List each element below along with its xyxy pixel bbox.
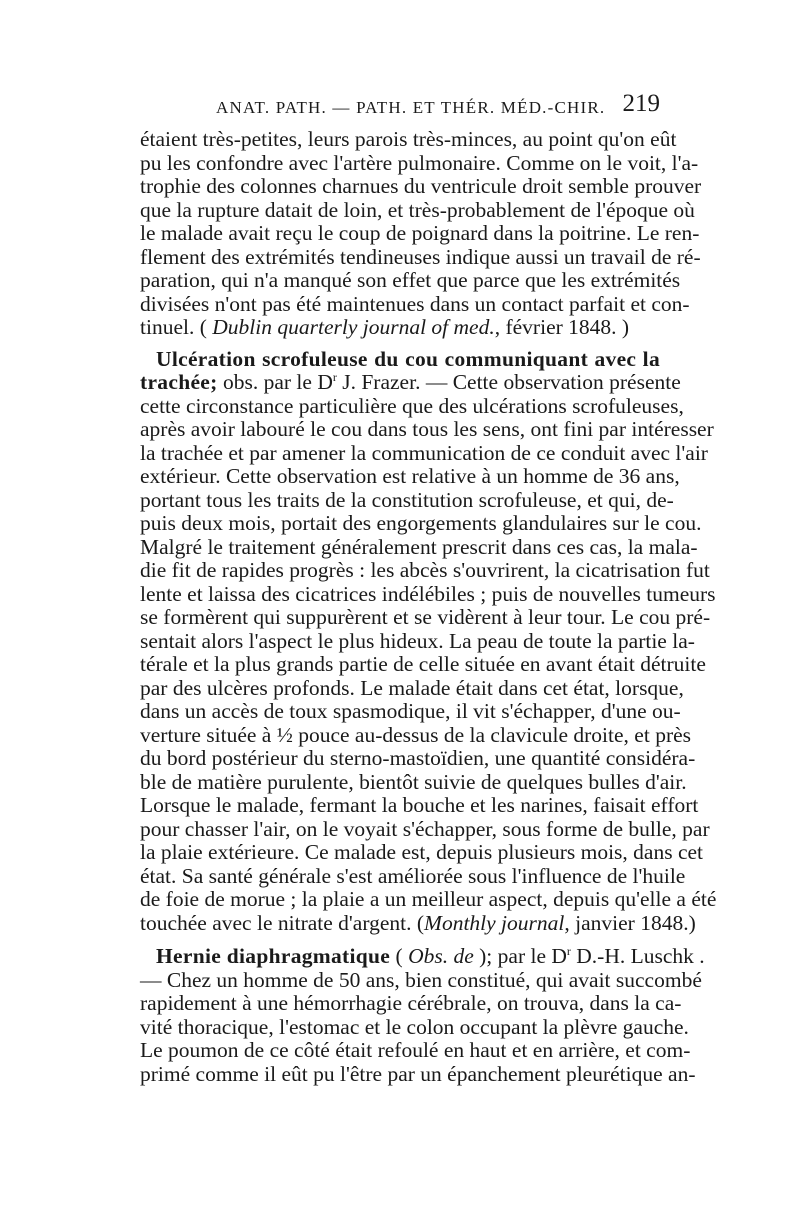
text-line: Le poumon de ce côté était refoulé en haut et en arrière, et com- xyxy=(140,1038,691,1062)
text-line: dans un accès de toux spasmodique, il vit s'échapper, d'une ou- xyxy=(140,699,681,723)
text-line: — Chez un homme de 50 ans, bien constitué, qui avait succombé xyxy=(140,967,702,992)
text-line: cette circonstance particulière que des ulcérations scrofuleuses, xyxy=(140,393,684,418)
body-text xyxy=(140,127,717,1086)
text-fragment: touchée avec le nitrate d'argent. ( xyxy=(140,910,425,935)
text-line-with-title xyxy=(140,944,705,969)
journal-citation: Dublin quarterly journal of med. xyxy=(212,315,495,339)
text-line-with-title xyxy=(140,370,681,395)
text-line: divisées n'ont pas été maintenues dans un contact parfait et con- xyxy=(140,291,690,316)
text-fragment: , janvier 1848.) xyxy=(564,910,696,935)
text-line: pu les confondre avec l'artère pulmonaire. Comme on le voit, l'a- xyxy=(140,150,699,175)
text-line: flement des extrémités tendineuses indique aussi un travail de ré- xyxy=(140,244,701,269)
text-line: de foie de morue ; la plaie a un meilleur aspect, depuis qu'elle a été xyxy=(140,887,717,911)
section-title-line xyxy=(140,348,660,372)
paragraph-diaphragmatic-hernia xyxy=(140,944,705,1086)
text-line: paration, qui n'a manqué son effet que parce que les extrémités xyxy=(140,268,681,292)
text-line: puis deux mois, portait des engorgements glandulaires sur le cou. xyxy=(140,511,702,535)
text-line: lente et laissa des cicatrices indélébiles ; puis de nouvelles tumeurs xyxy=(140,581,716,606)
text-line: le malade avait reçu le coup de poignard dans la poitrine. Le ren- xyxy=(140,221,700,245)
text-line: ble de matière purulente, bientôt suivie de quelques bulles d'air. xyxy=(140,769,687,794)
text-line: trophie des colonnes charnues du ventricule droit semble prouver xyxy=(140,174,702,198)
text-line: vité thoracique, l'estomac et le colon occupant la plèvre gauche. xyxy=(140,1014,689,1039)
superscript: r xyxy=(332,370,337,384)
text-fragment: ); par le D xyxy=(473,944,567,968)
page-number: 219 xyxy=(622,90,660,117)
text-fragment: ( xyxy=(390,944,409,968)
text-line: la trachée et par amener la communication de ce conduit avec l'air xyxy=(140,440,708,465)
text-line-with-citation xyxy=(140,910,696,936)
page-header xyxy=(140,90,660,124)
superscript: r xyxy=(566,944,571,958)
text-fragment: obs. par le D xyxy=(217,370,333,394)
running-head: ANAT. PATH. — PATH. ET THÉR. MÉD.-CHIR. xyxy=(216,98,606,117)
paragraph-aneurysm-end xyxy=(140,127,702,340)
text-line: Lorsque le malade, fermant la bouche et les narines, faisait effort xyxy=(140,793,699,817)
text-line: étaient très-petites, leurs parois très-minces, au point qu'on eût xyxy=(140,127,677,151)
journal-citation: Monthly journal xyxy=(424,910,565,935)
text-line: Malgré le traitement généralement prescrit dans ces cas, la mala- xyxy=(140,534,698,559)
text-line: portant tous les traits de la constitution scrofuleuse, et qui, de- xyxy=(140,487,674,512)
paragraph-scrofulous-ulceration xyxy=(140,346,717,936)
text-line: que la rupture datait de loin, et très-probablement de l'époque où xyxy=(140,197,695,222)
text-line: se formèrent qui suppurèrent et se vidèrent à leur tour. Le cou pré- xyxy=(140,605,711,629)
text-line: sentait alors l'aspect le plus hideux. La peau de toute la partie la- xyxy=(140,628,695,653)
text-line: rapidement à une hémorrhagie cérébrale, on trouva, dans la ca- xyxy=(140,991,682,1015)
text-line: verture située à ½ pouce au-dessus de la clavicule droite, et près xyxy=(140,722,692,747)
text-fragment: J. Frazer. — Cette observation présente xyxy=(336,370,681,394)
text-fragment: , février 1848. ) xyxy=(494,315,630,339)
text-line-with-citation xyxy=(140,316,660,340)
text-line: extérieur. Cette observation est relative à un homme de 36 ans, xyxy=(140,464,680,488)
text-line: la plaie extérieure. Ce malade est, depuis plusieurs mois, dans cet xyxy=(140,840,703,864)
text-line: pour chasser l'air, on le voyait s'échapper, sous forme de bulle, par xyxy=(140,816,710,841)
text-fragment: D.-H. Luschk . xyxy=(570,944,705,968)
text-line: par des ulcères profonds. Le malade était dans cet état, lorsque, xyxy=(140,675,684,700)
text-line: du bord postérieur du sterno-mastoïdien, une quantité considéra- xyxy=(140,746,696,770)
section-title-continued: trachée; xyxy=(140,370,218,394)
text-fragment: tinuel. ( xyxy=(140,315,213,339)
text-line: die fit de rapides progrès : les abcès s'ouvrirent, la cicatrisation fut xyxy=(140,558,710,582)
text-line: état. Sa santé générale s'est améliorée sous l'influence de l'huile xyxy=(140,863,686,888)
section-title: Ulcération scrofuleuse du cou communiquant avec la xyxy=(156,346,660,371)
text-line: primé comme il eût pu l'être par un épanchement pleurétique an- xyxy=(140,1061,696,1086)
text-line: térale et la plus grands partie de celle située en avant était détruite xyxy=(140,652,706,676)
text-line: après avoir labouré le cou dans tous les sens, ont fini par intéresser xyxy=(140,417,714,441)
section-title: Hernie diaphragmatique xyxy=(156,944,391,968)
italic-fragment: Obs. de xyxy=(408,944,474,968)
